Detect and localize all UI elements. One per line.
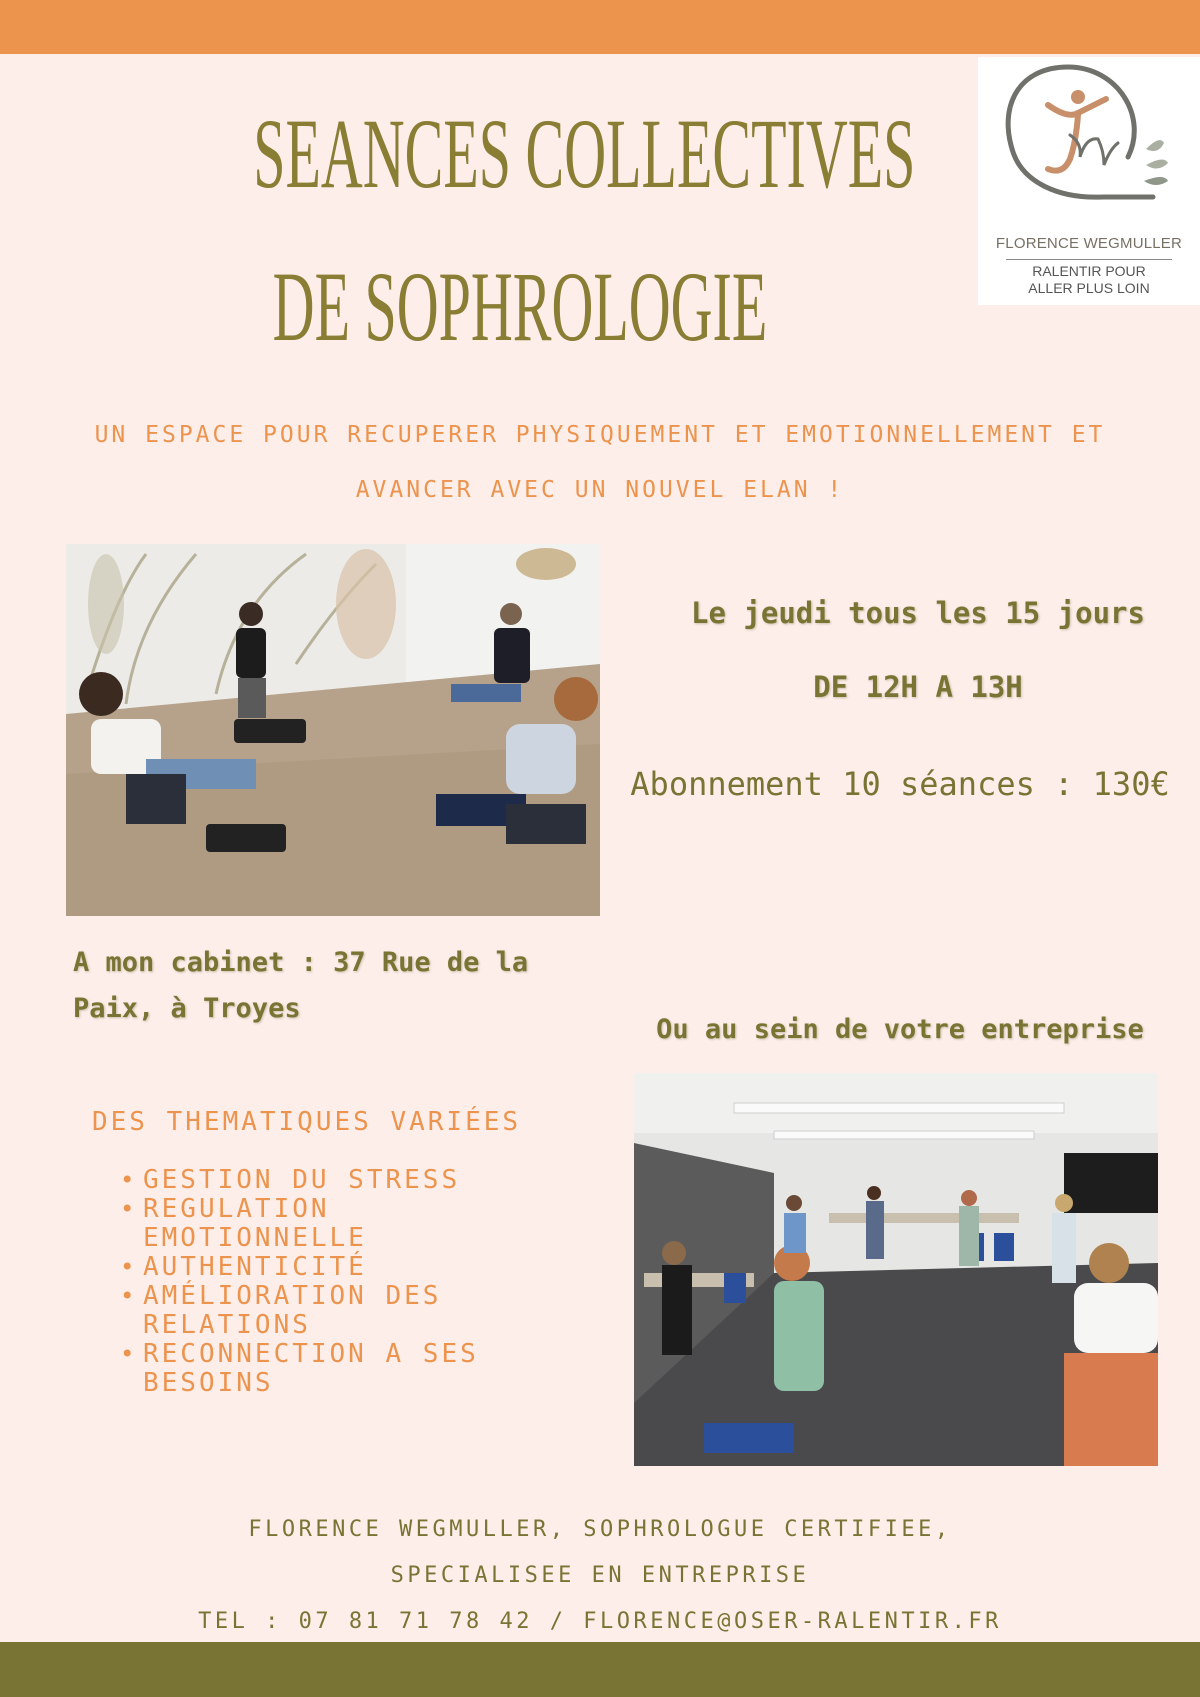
enterprise-session-photo [634,1073,1158,1466]
list-item: • RECONNECTION A SES BESOINS [120,1340,479,1398]
logo [978,57,1200,305]
list-item: • GESTION DU STRESS [120,1166,479,1195]
list-item: • AMÉLIORATION DES RELATIONS [120,1282,479,1340]
subtitle-line1: UN ESPACE POUR RECUPERER PHYSIQUEMENT ET EMOTIONNELLEMENT ET [94,422,1106,448]
footer-name-line: FLORENCE WEGMULLER, SOPHROLOGUE CERTIFIEE, [248,1517,952,1542]
schedule-frequency: Le jeudi tous les 15 jours [691,596,1145,630]
schedule-hours: DE 12H A 13H [813,670,1023,704]
page-title-line2: DE SOPHROLOGIE [272,251,768,362]
footer-contact-line: TEL : 07 81 71 78 42 / FLORENCE@OSER-RALENTIR.FR [198,1609,1002,1634]
cabinet-address [73,940,528,1032]
subtitle-line2: AVANCER AVEC UN NOUVEL ELAN ! [355,477,845,503]
page-title-line1: SEANCES COLLECTIVES [253,98,916,209]
themes-heading: DES THEMATIQUES VARIÉES [92,1107,522,1137]
themes-list [120,1166,479,1398]
group-session-photo [66,544,600,916]
enterprise-option: Ou au sein de votre entreprise [656,1014,1144,1045]
logo-tagline-line1: RALENTIR POUR [1032,263,1146,279]
top-color-band [0,0,1200,54]
list-item: • AUTHENTICITÉ [120,1253,479,1282]
address-line1: A mon cabinet : 37 Rue de la [73,947,529,978]
bottom-color-band [0,1642,1200,1697]
logo-tagline [978,263,1200,297]
subscription-price: Abonnement 10 séances : 130€ [630,765,1170,803]
logo-divider [1006,259,1172,260]
address-line2: Paix, à Troyes [73,993,301,1024]
logo-tagline-line2: ALLER PLUS LOIN [1028,280,1150,296]
list-item: • REGULATION EMOTIONNELLE [120,1195,479,1253]
footer-specialty-line: SPECIALISEE EN ENTREPRISE [390,1563,810,1588]
logo-brand-name: FLORENCE WEGMULLER [995,235,1183,252]
